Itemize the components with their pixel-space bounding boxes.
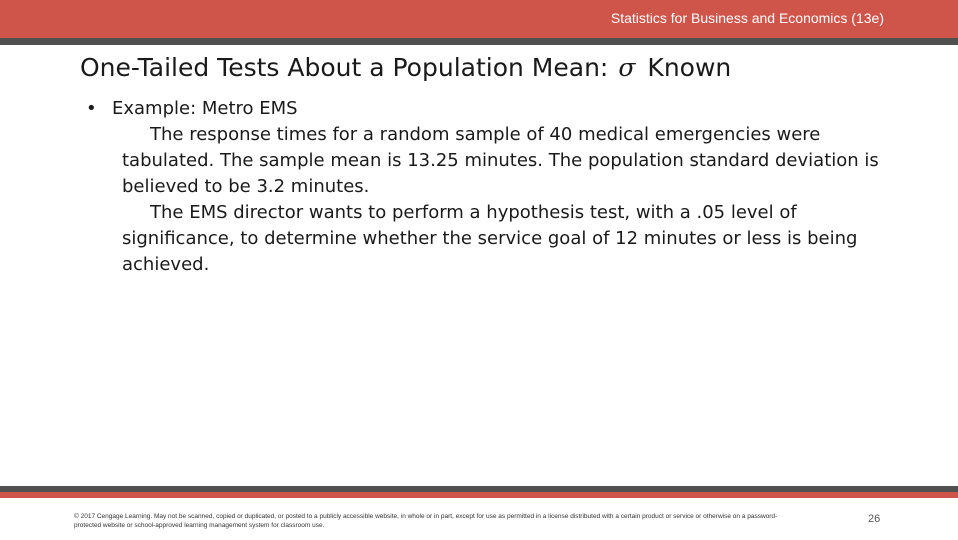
header-divider — [0, 38, 958, 45]
slide-title — [80, 53, 731, 82]
example-paragraph-2: The EMS director wants to perform a hypothesis test, with a .05 level of significance, to determine whether the service goal of 12 minutes or less is being achieved. — [122, 202, 858, 275]
bullet-label: Example: Metro EMS — [112, 98, 298, 119]
course-title: Statistics for Business and Economics (13e) — [610, 10, 884, 26]
slide-title-suffix: Known — [647, 53, 732, 82]
page-number: 26 — [868, 513, 881, 525]
footer-divider-red — [0, 492, 958, 498]
bullet-item — [86, 96, 886, 122]
copyright-notice: © 2017 Cengage Learning. May not be scanned, copied or duplicated, or posted to a publicly accessible website, in whole or in part, except for use as permitted in a license distributed with a certain product or service or otherwise on a password-protected website or school-approved learning management system for classroom use. — [74, 513, 778, 529]
slide-body — [86, 96, 886, 278]
bullet-icon: • — [86, 98, 97, 119]
sigma-symbol: σ — [618, 53, 636, 82]
slide-title-prefix: One-Tailed Tests About a Population Mean: — [80, 53, 609, 82]
example-paragraph-1: The response times for a random sample of 40 medical emergencies were tabulated. The sample mean is 13.25 minutes. The population standard deviation is believed to be 3.2 minutes. — [122, 124, 879, 197]
